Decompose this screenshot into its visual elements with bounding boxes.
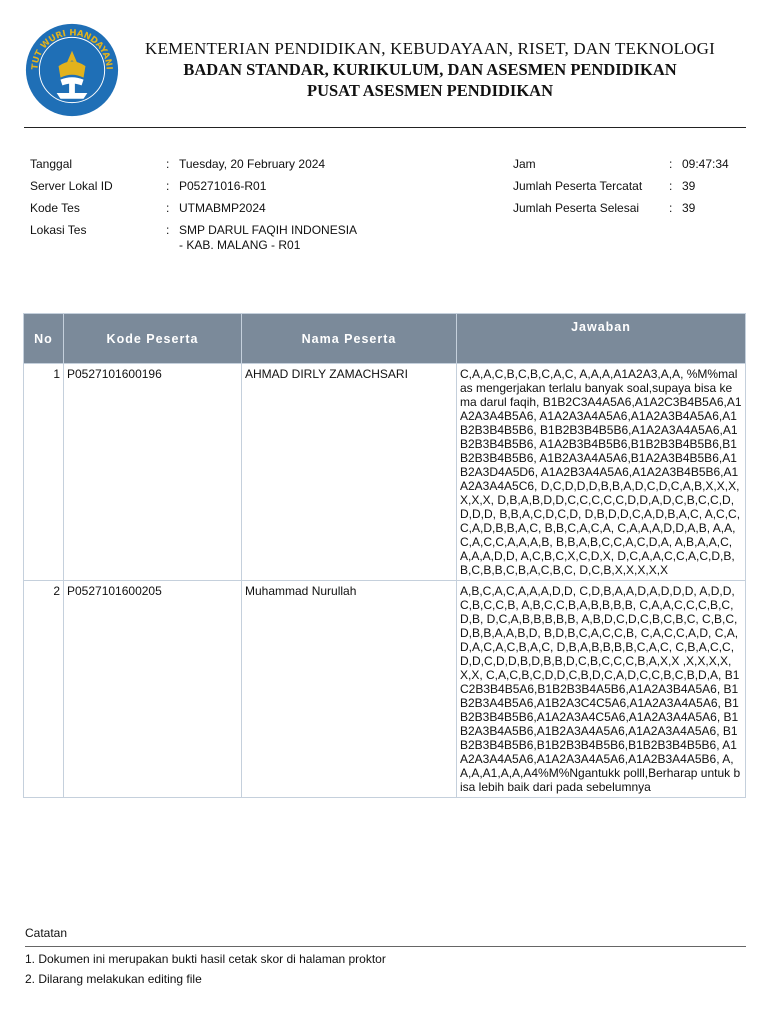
cell-nama: AHMAD DIRLY ZAMACHSARI: [242, 364, 457, 581]
logo-text: TUT WURI HANDAYANI: [30, 28, 114, 71]
notes-divider: [25, 946, 746, 947]
center-name: PUSAT ASESMEN PENDIDIKAN: [306, 81, 554, 100]
meta-row-server: [30, 179, 390, 194]
ministry-name: KEMENTERIAN PENDIDIKAN, KEBUDAYAAN, RISET, DAN TEKNOLOGI: [145, 39, 715, 58]
meta-label: Jumlah Peserta Selesai: [513, 201, 640, 215]
meta-label: Tanggal: [30, 157, 73, 171]
meta-left: [30, 157, 390, 260]
meta-value: P05271016-R01: [179, 179, 267, 193]
table-header-row: [24, 314, 746, 364]
note-item: 1. Dokumen ini merupakan bukti hasil cetak skor di halaman proktor: [25, 952, 386, 966]
meta-colon: :: [669, 179, 673, 193]
meta-label: Lokasi Tes: [30, 223, 87, 237]
meta-row-selesai: [513, 201, 753, 216]
meta-row-tanggal: [30, 157, 390, 172]
agency-name: BADAN STANDAR, KURIKULUM, DAN ASESMEN PENDIDIKAN: [183, 60, 677, 79]
header-divider: [24, 127, 746, 128]
meta-row-tercatat: [513, 179, 753, 194]
col-header-nama: Nama Peserta: [242, 314, 457, 364]
cell-no: 2: [24, 581, 64, 798]
meta-label: Kode Tes: [30, 201, 80, 215]
meta-label: Jumlah Peserta Tercatat: [513, 179, 643, 193]
header-text: [130, 38, 730, 101]
col-header-kode: Kode Peserta: [64, 314, 242, 364]
cell-kode: P0527101600205: [64, 581, 242, 798]
meta-label: Jam: [513, 157, 536, 171]
note-item: 2. Dilarang melakukan editing file: [25, 972, 202, 986]
table-row: [24, 581, 746, 798]
page-header: [0, 0, 768, 128]
cell-kode: P0527101600196: [64, 364, 242, 581]
meta-value: 39: [682, 179, 696, 193]
meta-colon: :: [166, 201, 170, 215]
meta-value: 09:47:34: [682, 157, 729, 171]
meta-label: Server Lokal ID: [30, 179, 113, 193]
cell-nama: Muhammad Nurullah: [242, 581, 457, 798]
results-table: [23, 313, 746, 798]
meta-colon: :: [669, 201, 673, 215]
meta-colon: :: [166, 157, 170, 171]
meta-value: Tuesday, 20 February 2024: [179, 157, 326, 171]
cell-jawaban: A,B,C,A,C,A,A,A,D,D, C,D,B,A,A,D,A,D,D,D, A,D,D,C,B,C,C,B, A,B,C,C,B,A,B,B,B,B, C,A,A,C,C,C,B,C,D,B, D,C,A,B,B,B,B,B, A,B,D,C,D,C,B,C,B,C, C,B,C,D,B,B,A,A,B,D, B,D,B,C,A,C,C,B, C,A,C,C,A,D, C,A,D,A,C,A,C,B,A,C, D,B,A,B,B,B,B,C,A,C, C,B,A,C,C,D,D,C,D,D,B,D,B,B,D,C,B,C,C,C,B,A,X,X ,X,X,X,X,X,X, C,A,C,B,C,D,D,C,B,D,C,A,D,C,C,B,C,B,D,A, B1C2B3B4B5A6,B1B2B3B4A5B6,A1A2A3B4A5A6, B1B2B3A4B5A6,A1B2A3C4C5A6,A1A2A3A4A5A6, B1B2B3B4B5B6,A1A2A3A4C5A6,A1A2A3A4A5A6, B1B2A3B4A5B6,A1B2A3A4A5A6,A1A2A3A4A5A6, B1B2B3B4B5B6,B1B2B3B4B5B6,B1B2B3B4B5B6, A1A2A3A4A5A6,A1A2A3A4A5A6,A1A2B3A4A5B6, A,A,A,A1,A,A,A4%M%Ngantukk polll,Berharap untuk bisa lebih baik dari pada sebelumnya: [457, 581, 746, 798]
tut-wuri-handayani-logo: [24, 22, 120, 118]
cell-jawaban: C,A,A,C,B,C,B,C,A,C, A,A,A,A1A2A3,A,A, %M%malas mengerjakan terlalu banyak soal,supaya bisa ke ma darul faqih, B1B2C3A4A5A6,A1A2C3B4B5A6,A1A2A3A4B5A6, A1A2A3A4A5A6,A1A2A3B4A5A6,A1B2B3B4B5B6, B1B2B3B4B5B6,A1A2A3A4A5A6,A1B2B3B4B5B6, A1A2B3B4B5B6,B1B2B3B4B5B6,B1B2B3B4B5B6, A1B2A3A4A5A6,B1A2A3B4B5B6,A1B2A3D4A5D6, A1A2B3A4A5A6,A1A2A3B4B5B6,A1A2A3A4A5C6, D,C,D,D,D,B,B,A,D,C,D,C,A,B,X,X,X,X,X,X, D,B,A,B,D,D,C,C,C,C,C,D,D,A,D,C,B,C,C,D,D,D,D, B,B,A,C,D,C,D, D,B,D,D,C,A,D,B,A,C, A,C,C,C,A,D,B,B,A,C, B,B,C,A,C,A, C,A,A,A,D,D,A,B, A,A,C,A,C,C,A,A,A,B, B,B,A,B,C,C,A,C,D,A, A,B,A,A,C,A,A,A,D,D, A,C,B,C,X,C,D,X, D,C,A,A,C,C,A,C,D,B, B,C,B,B,C,B,A,C,B,C, D,C,B,X,X,X,X,X: [457, 364, 746, 581]
meta-value: SMP DARUL FAQIH INDONESIA - KAB. MALANG - R01: [179, 223, 357, 252]
col-header-jawaban: Jawaban: [457, 314, 746, 364]
col-header-no: No: [24, 314, 64, 364]
meta-value: 39: [682, 201, 696, 215]
meta-colon: :: [166, 223, 170, 237]
notes-title: Catatan: [25, 926, 68, 940]
meta-row-kode-tes: [30, 201, 390, 216]
meta-right: [513, 157, 753, 223]
meta-colon: :: [669, 157, 673, 171]
meta-colon: :: [166, 179, 170, 193]
meta-value: UTMABMP2024: [179, 201, 266, 215]
meta-row-jam: [513, 157, 753, 172]
notes-section: [25, 926, 745, 987]
table-row: [24, 364, 746, 581]
cell-no: 1: [24, 364, 64, 581]
meta-row-lokasi: [30, 223, 390, 253]
